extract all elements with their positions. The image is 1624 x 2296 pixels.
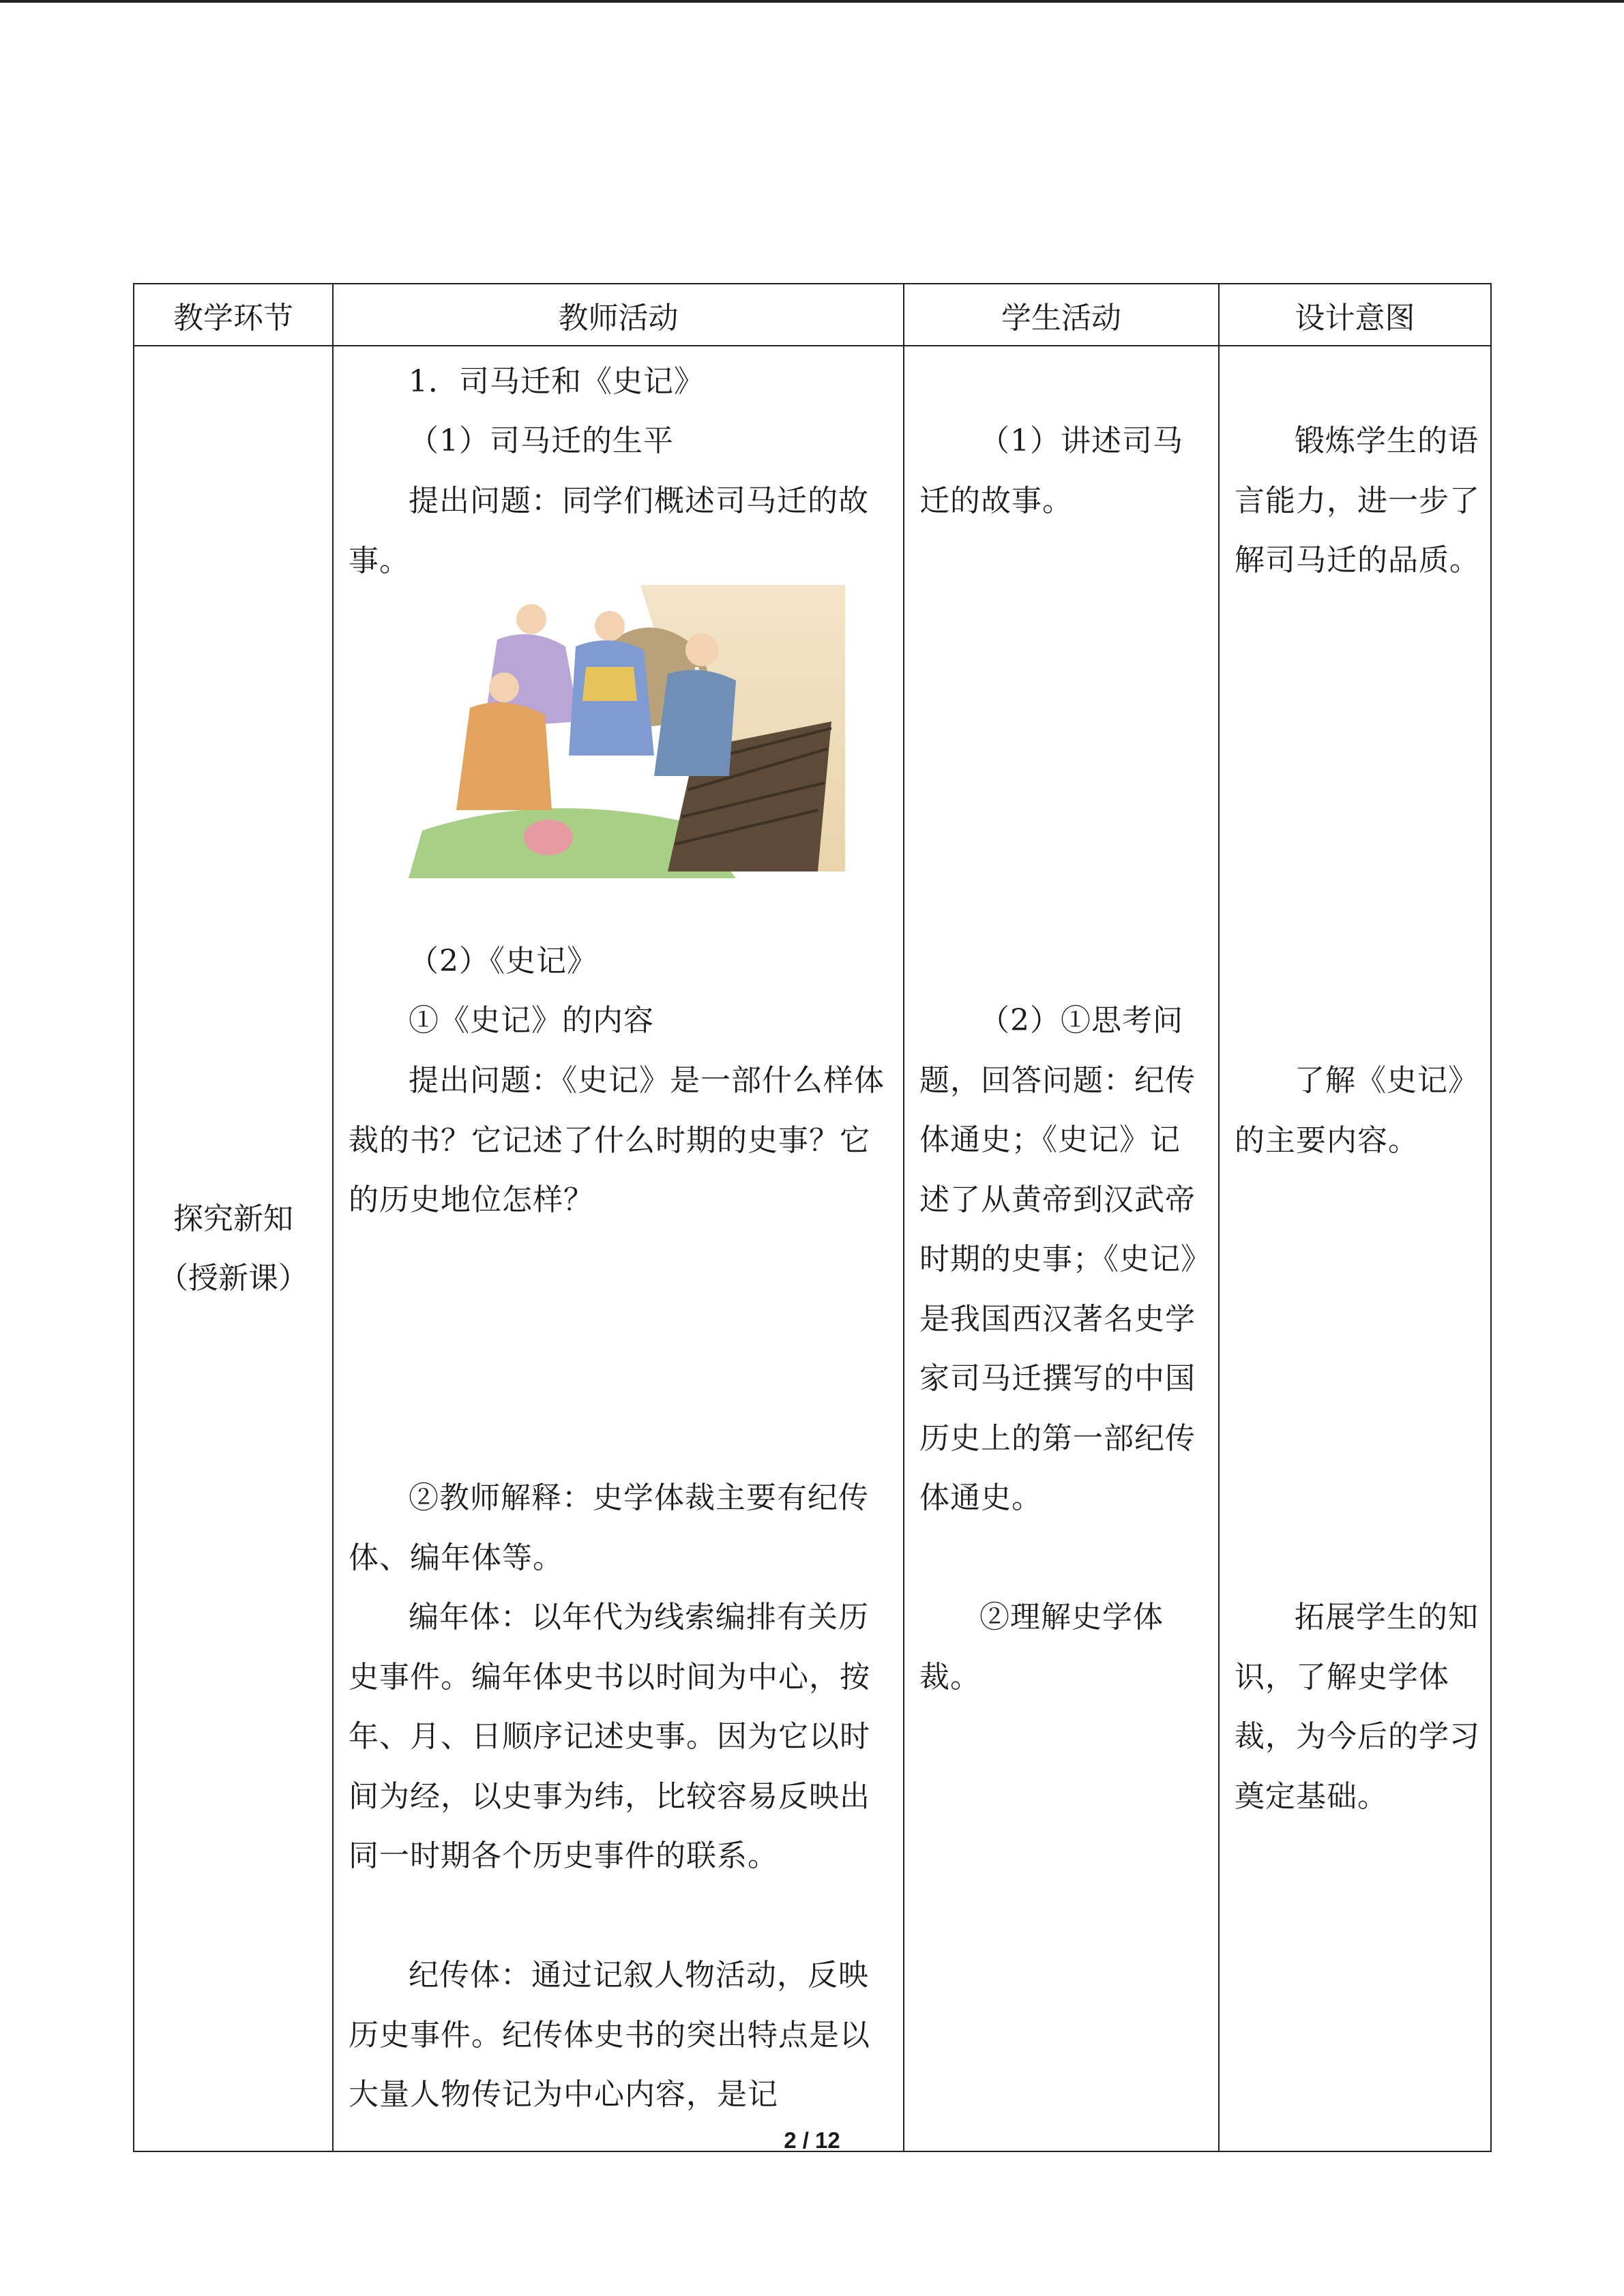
student-activity-2: （2）①思考问题，回答问题：纪传体通史；《史记》记述了从黄帝到汉武帝时期的史事；《史记》是我国西汉著名史学家司马迁撰写的中国历史上的第一部纪传体通史。	[919, 1003, 1196, 1515]
design-intent-cell	[1219, 346, 1491, 2151]
header-student-activity: 学生活动	[904, 284, 1219, 346]
illustration-icon	[409, 585, 845, 878]
stage-label-line1: 探究新知	[173, 1202, 293, 1236]
top-border-line	[0, 0, 1624, 3]
stage-label-line2: （授新课）	[158, 1261, 308, 1296]
teacher-activity-cell	[333, 346, 904, 2151]
teacher-subheading-shiji: （2）《史记》	[409, 944, 597, 979]
lesson-plan-table	[133, 283, 1492, 2152]
intent-2: 了解《史记》的主要内容。	[1235, 1063, 1479, 1158]
table-row	[134, 346, 1491, 2151]
stage-cell	[134, 346, 333, 2151]
teacher-heading: 1．司马迁和《史记》	[409, 364, 705, 399]
teacher-question-shiji: 提出问题：《史记》是一部什么样体裁的书？它记述了什么时期的史事？它的历史地位怎样？	[349, 1063, 885, 1217]
intent-3: 拓展学生的知识，了解史学体裁，为今后的学习奠定基础。	[1235, 1600, 1480, 1814]
teacher-biographical-genre: 纪传体：通过记叙人物活动，反映历史事件。纪传体史书的突出特点是以大量人物传记为中心内容，是记	[349, 1958, 870, 2112]
header-teacher-activity: 教师活动	[333, 284, 904, 346]
student-activity-cell	[904, 346, 1219, 2151]
header-stage: 教学环节	[134, 284, 333, 346]
sima-qian-illustration	[409, 585, 845, 878]
teacher-question-life: 提出问题：同学们概述司马迁的故事。	[349, 483, 869, 578]
header-design-intent: 设计意图	[1219, 284, 1491, 346]
teacher-explanation-genres: ②教师解释：史学体裁主要有纪传体、编年体等。	[349, 1480, 869, 1575]
student-activity-1: （1）讲述司马迁的故事。	[919, 423, 1183, 518]
table-header-row	[134, 284, 1491, 346]
teacher-shiji-content: ①《史记》的内容	[409, 1003, 654, 1038]
teacher-subheading-life: （1）司马迁的生平	[409, 423, 674, 458]
student-activity-3: ②理解史学体裁。	[919, 1600, 1164, 1695]
intent-1: 锻炼学生的语言能力，进一步了解司马迁的品质。	[1235, 423, 1480, 578]
teacher-annalistic-genre: 编年体：以年代为线索编排有关历史事件。编年体史书以时间为中心，按年、月、日顺序记述史事。因为它以时间为经，以史事为纬，比较容易反映出同一时期各个历史事件的联系。	[349, 1600, 870, 1873]
page-number: 2 / 12	[784, 2128, 840, 2153]
